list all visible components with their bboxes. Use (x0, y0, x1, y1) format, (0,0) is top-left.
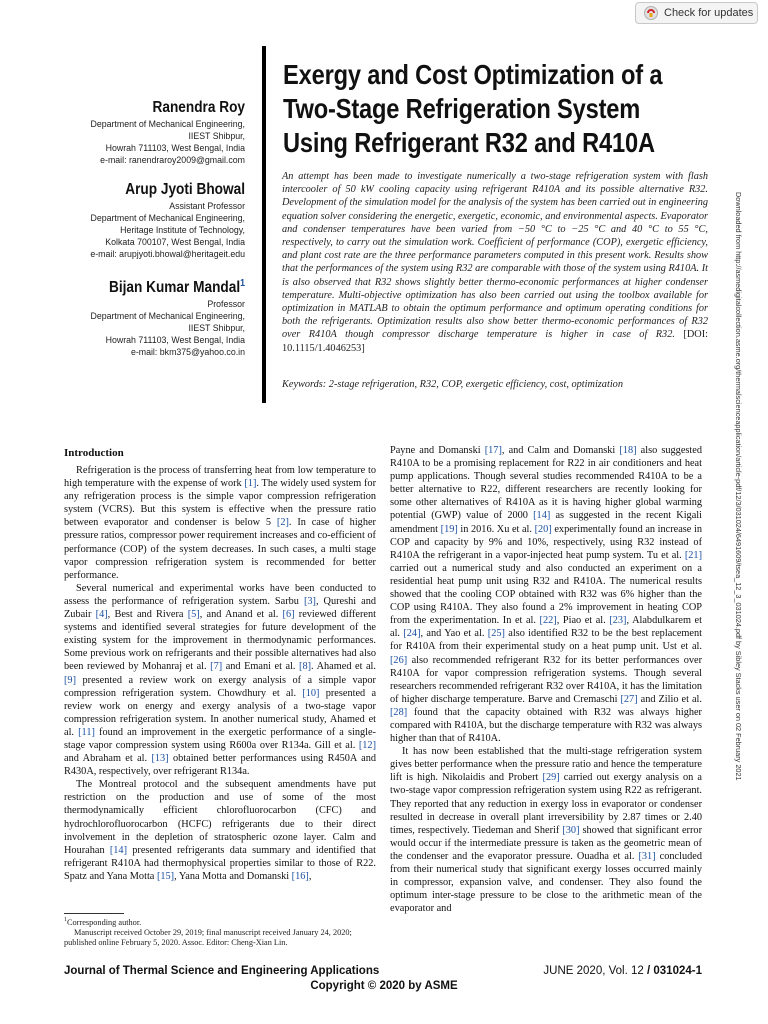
paragraph: Refrigeration is the process of transferring heat from low temperature to high temperature with the expense of work [1]. The widely used system for any refrigeration process is the simple vapor compression refrigeration system (VCRS). But this system is effective when the pressure ratio between evaporator and condenser is below 5 [2]. In case of higher pressure ratios, compressor power requirement increases and co-efficient of performance (COP) of the system decreases. In such cases, a multi stage vapor compression refrigeration system is recommended for better performance. (64, 465, 376, 581)
affiliation-line: Department of Mechanical Engineering, (90, 311, 245, 322)
download-watermark-text: Downloaded from http://asmedigitalcollection.asme.org/thermalscienceapplication/article-pdf/12/3/031024/6491609/tsea_12_3_031024.pdf by Sibley Stacks user on 02 February 2021 (734, 192, 743, 781)
issue-info (520, 965, 702, 977)
citation-link[interactable]: [27] (620, 693, 638, 705)
footnote-rule (64, 913, 124, 914)
paragraph: Payne and Domanski [17], and Calm and Domanski [18] also suggested R410A to be a promising replacement for R22 in air conditioners and heat pump applications. Though several studies recommended R410A to be a better alternative to R22, different researchers are recently looking for some other alternatives of R410A as it is having higher global warming potential (GWP) value of 2000 [14] as suggested in the recent Kigali amendment [19] in 2016. Xu et al. [20] experimentally found an increase in COP and capacity by 9% and 10%, respectively, using R32 instead of R410A the refrigerant in a vapor-injected heat pump system. Tu et al. [21] carried out a numerical study and also conducted an experiment on a residential heat pump unit using R32 and R410A. The numerical results showed that the cooling COP obtained with R32 was 6% higher than the COP using R410A. They also found a 2% improvement in heating COP from the experimentation. In et al. [22], Piao et al. [23], Alabdulkarem et al. [24], and Yao et al. [25] also identified R32 to be the best replacement for R410A from their experimental study on a heat pump unit. Ust et al. [26] also recommended refrigerant R32 for its better performances over R410A for vapor compression refrigeration systems. Though several researchers recommended refrigerant R32 over R410A, it has the limitation of higher discharge temperature. Barve and Cremaschi [27] and Zilio et al. [28] found that the capacity obtained with R32 was always higher compared with R410A, but the discharge temperature with R32 was always higher than that of R410A. (390, 445, 702, 745)
title-rule (262, 46, 266, 403)
section-heading: Introduction (64, 447, 124, 459)
affiliation-line: Professor (207, 299, 245, 310)
author-2 (60, 180, 245, 260)
affiliation-line: Howrah 711103, West Bengal, India (105, 143, 245, 153)
citation-link[interactable]: [2] (276, 517, 289, 529)
body-column-right (390, 444, 702, 954)
citation-link[interactable]: [20] (534, 523, 552, 535)
paragraph: The Montreal protocol and the subsequent amendments have put restriction on the production and use of some of the most thermodynamically efficient chlorofluorocarbon (CFC) and hydrochlorofluorocarbon (HCFC) refrigerants due to their direct involvement in the depletion of stratospheric ozone layer. Calm and Hourahan [14] presented refrigerants data summary and identified that refrigerant R410A had thermophysical properties similar to those of R22. Spatz and Yana Motta [15], Yana Motta and Domanski [16], (64, 779, 376, 882)
issue-volume: JUNE 2020, Vol. 12 (543, 965, 644, 977)
copyright: Copyright © 2020 by ASME (310, 980, 458, 992)
citation-link[interactable]: [26] (390, 654, 408, 666)
citation-link[interactable]: [30] (562, 824, 580, 836)
abstract-text: An attempt has been made to investigate numerically a two-stage refrigeration system with flash intercooler of 50 kW cooling capacity using refrigerant R410A and its possible alternative R32. Development of the simulation model for the analysis of the system has been carried out in engineering equation solver considering the energetic, exergetic, economic, and environmental aspects. Evaporator and condenser temperatures have been varied from −50 °C to −25 °C and 40 °C to 55 °C, respectively, to carry out the simulation work. Coefficient of performance (COP), exergetic efficiency, and plant cost rate are the three performance parameters computed in this present work. Results show that the performances of the system using R32 are comparable with those of the system using R410A. It is also observed that R32 shows slightly better thermo-economic performances at higher condenser temperature. Multi-objective optimization has also been carried out using the toolbox available for optimization in MATLAB to obtain the optimum performance and optimum operating conditions for both the refrigerants. Optimization results also show better thermo-economic performances of R32 over R410A though compressor discharge temperature is higher in case of R32. (282, 171, 708, 341)
author-3 (60, 274, 245, 358)
page-number: 031024-1 (653, 965, 702, 977)
citation-link[interactable]: [28] (390, 706, 408, 718)
citation-link[interactable]: [4] (95, 609, 108, 621)
author-name (82, 274, 245, 298)
paragraph: It has now been established that the multi-stage refrigeration system gives better performance when the pressure ratio and hence the temperature lift is high. Nikolaidis and Probert [29] carried out exergy analysis on a two-stage vapor compression refrigeration system using R22 as refrigerant. They reported that any reduction in exergy loss in evaporator or condenser resulted in decrease in overall plant irreversibility by 2.87 times or 2.40 times, respectively. Tiedeman and Sherif [30] showed that significant error would occur if the intermediate pressure is taken as the geometric mean of the condenser and the evaporator pressure. Ouadha et al. [31] concluded from their numerical study that significant exergy losses occurred mainly in compressor, expansion valve, and condenser. They also found the optimum inter-stage pressure to be close to the arithmetic mean of the evaporator and (390, 746, 702, 915)
citation-link[interactable]: [31] (638, 850, 656, 862)
body-column-left (64, 446, 376, 906)
citation-link[interactable]: [8] (299, 661, 312, 673)
download-watermark (734, 192, 748, 822)
affiliation-line: Department of Mechanical Engineering, (90, 213, 245, 223)
citation-link[interactable]: [3] (303, 595, 316, 607)
citation-link[interactable]: [25] (487, 628, 505, 640)
author-block (60, 98, 245, 368)
abstract (282, 170, 708, 355)
footnote-dates: Manuscript received October 29, 2019; final manuscript received January 24, 2020; published online February 5, 2020. Assoc. Editor: Cheng-Xian Lin. (64, 927, 352, 948)
keywords: Keywords: 2-stage refrigeration, R32, COP, exergetic efficiency, cost, optimization (282, 379, 623, 390)
footnote-corresponding (64, 915, 376, 928)
citation-link[interactable]: [14] (109, 844, 128, 856)
citation-link[interactable]: [21] (684, 549, 702, 561)
citation-link[interactable]: [11] (78, 726, 95, 738)
paragraph: Several numerical and experimental works have been conducted to assess the performance of refrigeration system. Sarbu [3], Qureshi and Zubair [4], Best and Rivera [5], and Anand et al. [6] reviewed different systems and identified several strategies for future development of the existing system for the improvement in thermodynamic performances. Some previous work on refrigerants and their possible alternatives had also been reviewed by Mohanraj et al. [7] and Emani et al. [8]. Ahamed et al. [9] presented a review work on exergy analysis of a simple vapor compression refrigeration system. Chowdhury et al. [10] presented a review work on energy and exergy analysis of a two-stage vapor compression refrigeration system. In another numerical study, Ahamed et al. [11] found an improvement in the exergetic performance of a single-stage vapor compression system using R600a over R134a. Gill et al. [12] and Abraham et al. [13] obtained better performances using R450A and R430A, respectively, over refrigerant R134a. (64, 582, 376, 778)
author-name: Ranendra Roy (152, 99, 245, 116)
citation-link[interactable]: [29] (542, 772, 560, 784)
journal-name: Journal of Thermal Science and Engineering Applications (64, 965, 380, 977)
email-line: e-mail: ranendraroy2009@gmail.com (100, 155, 245, 165)
update-badge-icon (644, 6, 658, 20)
citation-link[interactable]: [14] (533, 510, 551, 522)
email-line: e-mail: bkm375@yahoo.co.in (130, 347, 245, 358)
citation-link[interactable]: [7] (210, 661, 223, 673)
citation-link[interactable]: [6] (282, 609, 295, 621)
footnote-mark: 1 (64, 917, 67, 923)
check-for-updates-button[interactable] (635, 2, 758, 24)
author-name: Arup Jyoti Bhowal (125, 181, 245, 198)
affiliation-line: Howrah 711103, West Bengal, India (105, 335, 245, 346)
title-line: Exergy and Cost Optimization of a (283, 59, 663, 90)
author-name-text: Bijan Kumar Mandal (108, 279, 241, 297)
affiliation-line: Department of Mechanical Engineering, (90, 119, 245, 129)
title-line: Using Refrigerant R32 and R410A (283, 127, 655, 158)
affiliation-line: IIEST Shibpur, (188, 323, 245, 334)
citation-link[interactable]: [23] (609, 615, 627, 627)
issue-separator: / (646, 965, 651, 977)
citation-link[interactable]: [9] (64, 674, 77, 686)
footnote-text: Corresponding author. (67, 917, 142, 927)
title-line: Two-Stage Refrigeration System (283, 93, 641, 124)
footnote (64, 915, 376, 948)
citation-link[interactable]: [18] (619, 445, 637, 456)
citation-link[interactable]: [1] (244, 478, 257, 490)
check-for-updates-label: Check for updates (664, 7, 754, 19)
author-1 (60, 98, 245, 166)
citation-link[interactable]: [22] (539, 615, 557, 627)
paper-title (283, 58, 687, 160)
citation-link[interactable]: [19] (440, 523, 458, 535)
affiliation-line: Kolkata 700107, West Bengal, India (105, 237, 245, 247)
citation-link[interactable]: [16] (291, 870, 309, 882)
affiliation-line: IIEST Shibpur, (188, 131, 245, 141)
citation-link[interactable]: [10] (302, 687, 320, 699)
affiliation-line: Heritage Institute of Technology, (120, 225, 245, 235)
email-line: e-mail: arupjyoti.bhowal@heritageit.edu (90, 249, 245, 259)
citation-link[interactable]: [13] (151, 753, 169, 765)
citation-link[interactable]: [12] (358, 739, 376, 751)
citation-link[interactable]: [24] (403, 628, 421, 640)
corresponding-mark[interactable]: 1 (240, 278, 245, 289)
citation-link[interactable]: [5] (187, 609, 200, 621)
citation-link[interactable]: [17] (484, 445, 502, 456)
citation-link[interactable]: [15] (156, 870, 175, 882)
affiliation-line: Assistant Professor (169, 201, 245, 211)
doi-link[interactable]: [DOI: 10.1115/1.4046253] (282, 329, 708, 354)
